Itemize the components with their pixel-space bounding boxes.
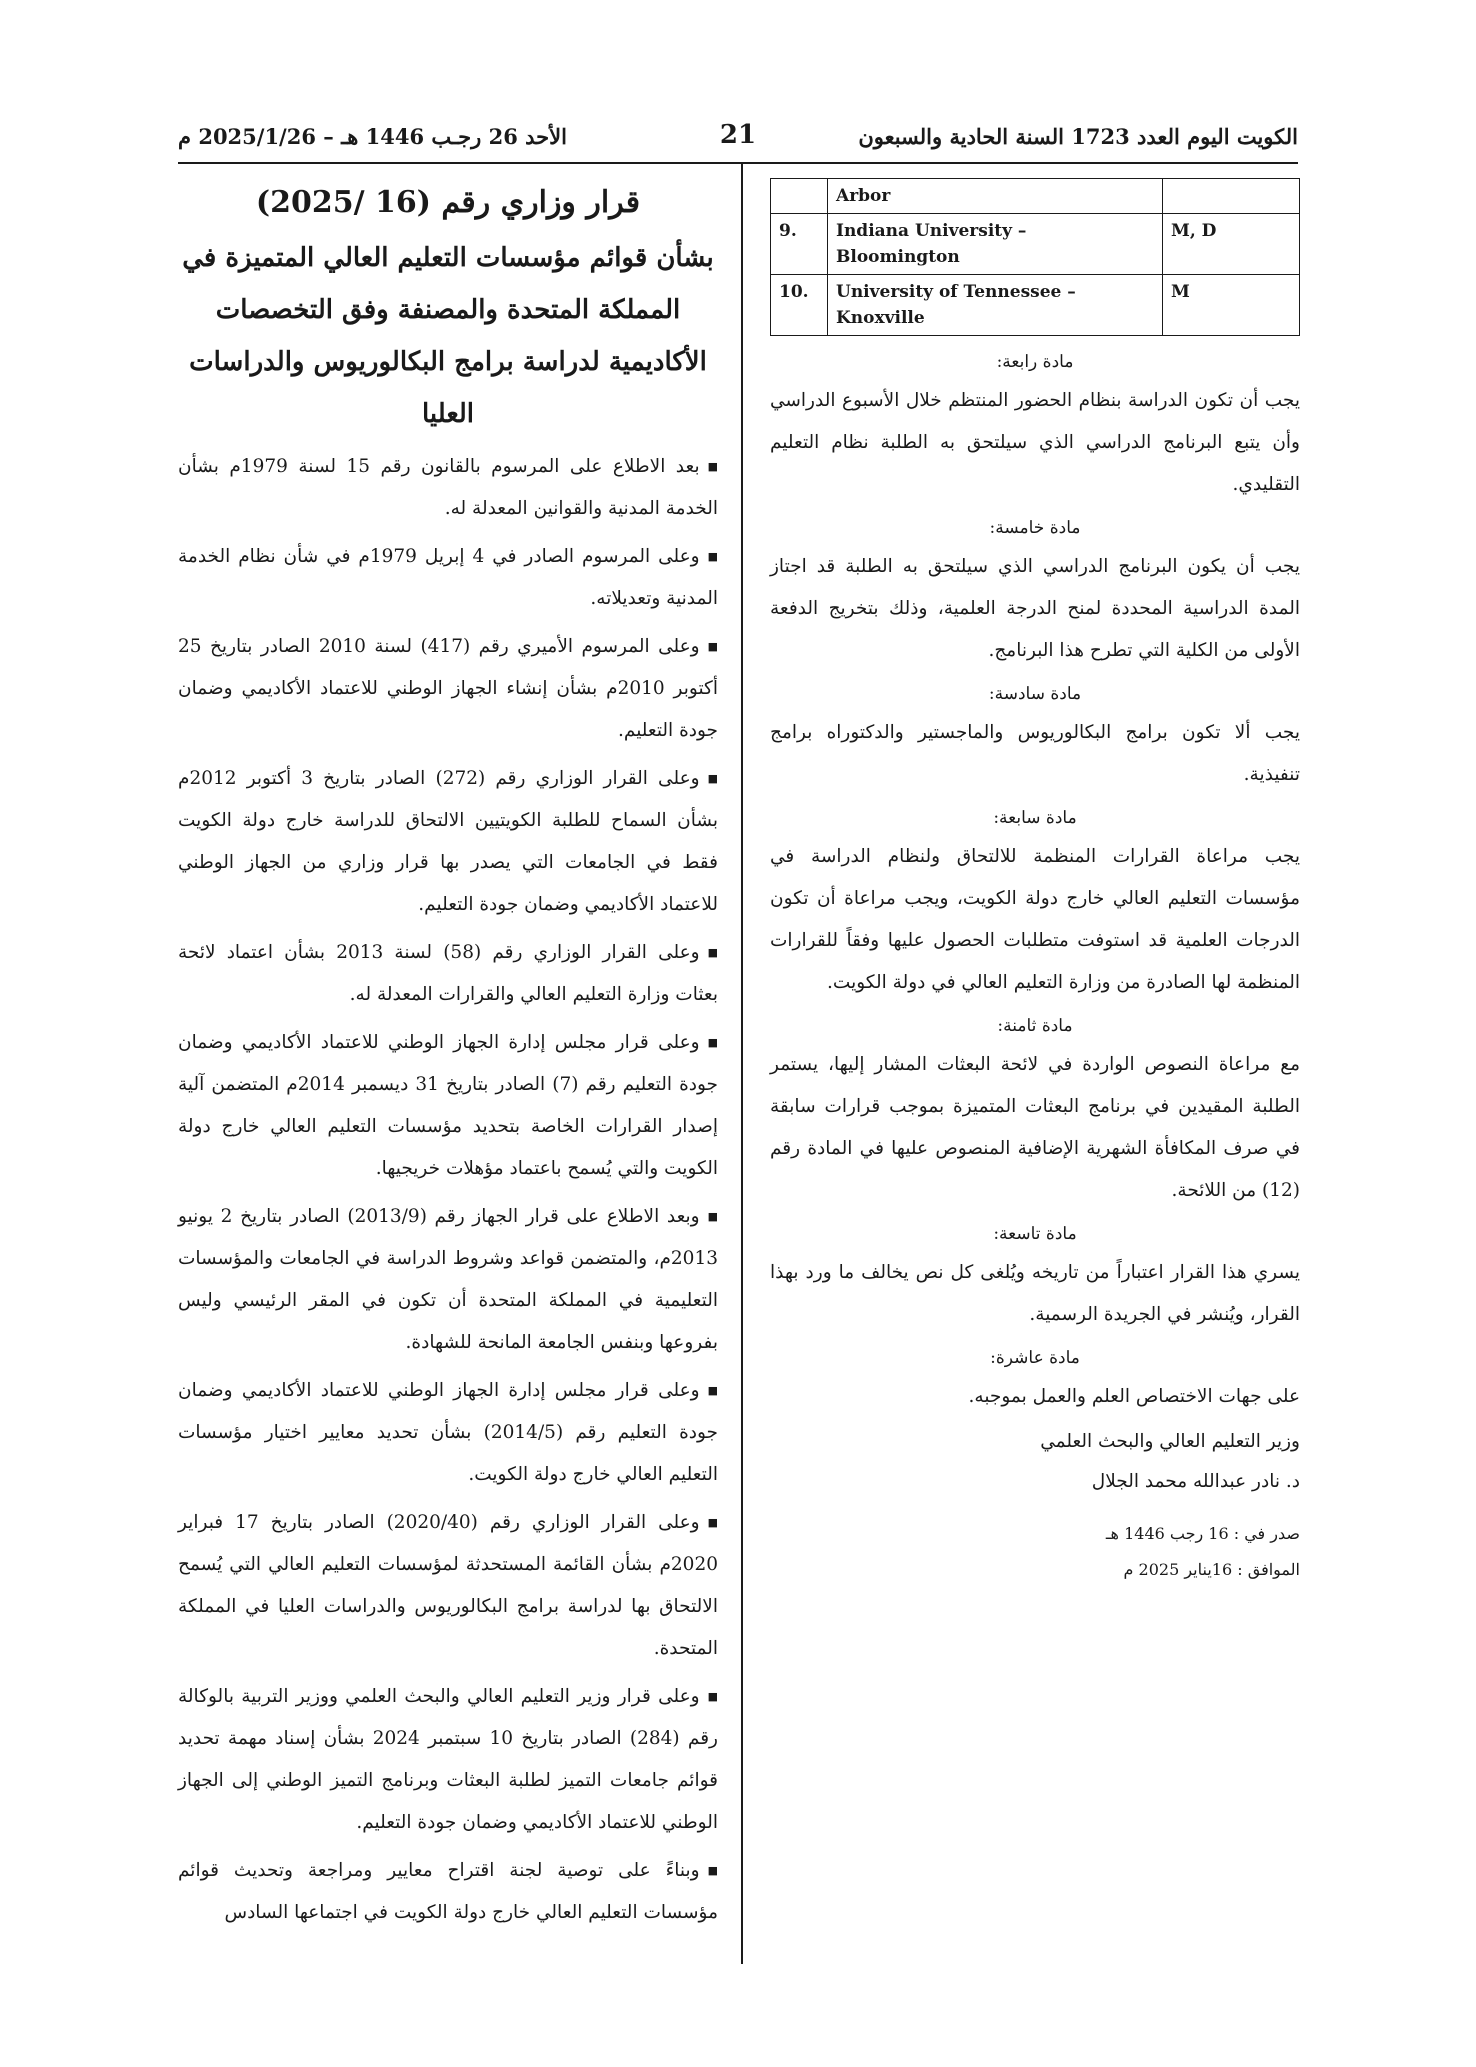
university-name (828, 275, 1163, 336)
decree-clause (178, 446, 718, 530)
bullet-icon: ■ (707, 1384, 718, 1397)
article-body: يسري هذا القرار اعتباراً من تاريخه ويُلغى كل نص يخالف ما ورد بهذا القرار، ويُنشر في الجريدة الرسمية. (770, 1262, 1300, 1325)
article-body: مع مراعاة النصوص الواردة في لائحة البعثات المشار إليها، يستمر الطلبة المقيدين في برنامج البعثات المتميزة بموجب قرارات سابقة في صرف المكافأة الشهرية الإضافية المنصوص عليها في المادة رقم (12) من اللائحة. (770, 1054, 1300, 1201)
article-body: يجب أن تكون الدراسة بنظام الحضور المنتظم خلال الأسبوع الدراسي وأن يتبع البرنامج الدراسي الذي سيلتحق به الطلبة نظام التعليم التقليدي. (770, 390, 1300, 495)
article-body: يجب مراعاة القرارات المنظمة للالتحاق ولنظام الدراسة في مؤسسات التعليم العالي خارج دولة الكويت، ويجب مراعاة أن تكون الدرجات العلمية قد استوفت متطلبات الحصول عليها وفقاً للقرارات المنظمة لها الصادرة من وزارة التعليم العالي في دولة الكويت. (770, 846, 1300, 993)
clause-text: وعلى قرار مجلس إدارة الجهاز الوطني للاعتماد الأكاديمي وضمان جودة التعليم رقم (7) الصادر بتاريخ 31 ديسمبر 2014م المتضمن آلية إصدار القرارات الخاصة بتحديد مؤسسات التعليم العالي خارج دولة الكويت والتي يُسمح باعتماد مؤهلات خريجيها. (178, 1032, 718, 1179)
issue-info (770, 1516, 1300, 1588)
clause-text: وعلى المرسوم الأميري رقم (417) لسنة 2010 الصادر بتاريخ 25 أكتوبر 2010م بشأن إنشاء الجهاز الوطني للاعتماد الأكاديمي وضمان جودة التعليم. (178, 636, 718, 741)
decree-clause (178, 758, 718, 926)
clause-text: بعد الاطلاع على المرسوم بالقانون رقم 15 لسنة 1979م بشأن الخدمة المدنية والقوانين المعدلة له. (178, 456, 718, 519)
bullet-icon: ■ (707, 1210, 718, 1223)
page-number: 21 (719, 120, 757, 150)
decree-column (178, 178, 718, 1958)
articles-column (770, 178, 1300, 1579)
clause-text: وعلى المرسوم الصادر في 4 إبريل 1979م في شأن نظام الخدمة المدنية وتعديلاته. (178, 546, 718, 609)
article-title: مادة تاسعة: (993, 1224, 1077, 1244)
bullet-icon: ■ (707, 1516, 718, 1529)
article-body: على جهات الاختصاص العلم والعمل بموجبه. (968, 1386, 1300, 1407)
decree-clause (178, 932, 718, 1016)
degree-levels: M (1163, 275, 1300, 336)
row-number: 9. (771, 214, 828, 275)
row-number (771, 179, 828, 214)
university-name-line2: Bloomington (836, 247, 960, 267)
clause-text: وعلى قرار مجلس إدارة الجهاز الوطني للاعتماد الأكاديمي وضمان جودة التعليم رقم (2014/5) بشأن تحديد معايير اختيار مؤسسات التعليم العالي خارج دولة الكويت. (178, 1380, 718, 1485)
signature-name: د. نادر عبدالله محمد الجلال (1091, 1471, 1300, 1492)
university-name-line1: Indiana University – (836, 221, 1027, 241)
table-row (771, 179, 1300, 214)
article-body: يجب أن يكون البرنامج الدراسي الذي سيلتحق به الطلبة قد اجتاز المدة الدراسية المحددة لمنح الدرجة العلمية، وذلك بتخريج الدفعة الأولى من الكلية التي تطرح هذا البرنامج. (770, 556, 1300, 661)
decree-clause (178, 1370, 718, 1496)
article-title: مادة عاشرة: (990, 1348, 1080, 1368)
article-title: مادة سادسة: (988, 684, 1082, 704)
decree-clause (178, 1850, 718, 1934)
bullet-icon: ■ (707, 1864, 718, 1877)
table-row (771, 214, 1300, 275)
article-title: مادة خامسة: (989, 518, 1081, 538)
decree-clause (178, 1502, 718, 1670)
bullet-icon: ■ (707, 946, 718, 959)
article-body: يجب ألا تكون برامج البكالوريوس والماجستير والدكتوراه برامج تنفيذية. (770, 722, 1300, 785)
article-title: مادة ثامنة: (997, 1016, 1073, 1036)
decree-clause (178, 626, 718, 752)
university-name-line1: Arbor (836, 186, 891, 206)
decree-subtitle: بشأن قوائم مؤسسات التعليم العالي المتميزة في المملكة المتحدة والمصنفة وفق التخصصات الأكاديمية لدراسة برامج البكالوريوس والدراسات العليا (182, 243, 714, 429)
clause-text: وعلى قرار وزير التعليم العالي والبحث العلمي ووزير التربية بالوكالة رقم (284) الصادر بتاريخ 10 سبتمبر 2024 بشأن إسناد مهمة تحديد قوائم جامعات التميز لطلبة البعثات وبرنامج التميز الوطني إلى الجهاز الوطني للاعتماد الأكاديمي وضمان جودة التعليم. (178, 1686, 718, 1833)
table-row (771, 275, 1300, 336)
university-name (828, 179, 1163, 214)
article-list (770, 344, 1300, 1418)
university-name-line2: Knoxville (836, 308, 925, 328)
row-number: 10. (771, 275, 828, 336)
clause-text: وبناءً على توصية لجنة اقتراح معايير ومراجعة وتحديث قوائم مؤسسات التعليم العالي خارج دولة الكويت في اجتماعها السادس (178, 1860, 718, 1923)
university-name (828, 214, 1163, 275)
clause-text: وعلى القرار الوزاري رقم (58) لسنة 2013 بشأن اعتماد لائحة بعثات وزارة التعليم العالي والقرارات المعدلة له. (178, 942, 718, 1005)
header-publication: الكويت اليوم العدد 1723 السنة الحادية والسبعون (858, 124, 1298, 149)
decree-clause (178, 1022, 718, 1190)
issue-date-gregorian: الموافق : 16يناير 2025 م (1123, 1560, 1300, 1579)
article-title: مادة رابعة: (996, 352, 1074, 372)
clause-text: وبعد الاطلاع على قرار الجهاز رقم (2013/9) الصادر بتاريخ 2 يونيو 2013م، والمتضمن قواعد وشروط الدراسة في الجامعات والمؤسسات التعليمية في المملكة المتحدة أن تكون في المقر الرئيسي وليس بفروعها وبنفس الجامعة المانحة للشهادة. (178, 1206, 718, 1353)
header-date: الأحد 26 رجـب 1446 هـ – 2025/1/26 م (178, 124, 567, 149)
signature-role: وزير التعليم العالي والبحث العلمي (1040, 1431, 1300, 1452)
decree-clause (178, 1196, 718, 1364)
column-divider (741, 164, 743, 1964)
clause-text: وعلى القرار الوزاري رقم (2020/40) الصادر بتاريخ 17 فبراير 2020م بشأن القائمة المستحدثة لمؤسسات التعليم العالي التي يُسمح الالتحاق بها لدراسة برامج البكالوريوس والدراسات العليا في المملكة المتحدة. (178, 1512, 718, 1659)
bullet-icon: ■ (707, 460, 718, 473)
degree-levels: M, D (1163, 214, 1300, 275)
header-rule (178, 162, 1298, 164)
decree-clause (178, 1676, 718, 1844)
universities-table (770, 178, 1300, 336)
article-title: مادة سابعة: (993, 808, 1077, 828)
decree-title: قرار وزاري رقم (16 /2025) (255, 185, 641, 220)
bullet-icon: ■ (707, 1690, 718, 1703)
degree-levels (1163, 179, 1300, 214)
clause-list (178, 446, 718, 1934)
bullet-icon: ■ (707, 550, 719, 563)
issue-date-hijri: صدر في : 16 رجب 1446 هـ (1105, 1524, 1300, 1543)
bullet-icon: ■ (707, 640, 718, 653)
clause-text: وعلى القرار الوزاري رقم (272) الصادر بتاريخ 3 أكتوبر 2012م بشأن السماح للطلبة الكويتيين الالتحاق للدراسة خارج دولة الكويت فقط في الجامعات التي يصدر بها قرار وزاري من الجهاز الوطني للاعتماد الأكاديمي وضمان جودة التعليم. (178, 768, 718, 915)
bullet-icon: ■ (707, 1036, 718, 1049)
decree-clause (178, 536, 718, 620)
bullet-icon: ■ (707, 772, 718, 785)
page-header (178, 120, 1298, 160)
university-name-line1: University of Tennessee – (836, 282, 1076, 302)
